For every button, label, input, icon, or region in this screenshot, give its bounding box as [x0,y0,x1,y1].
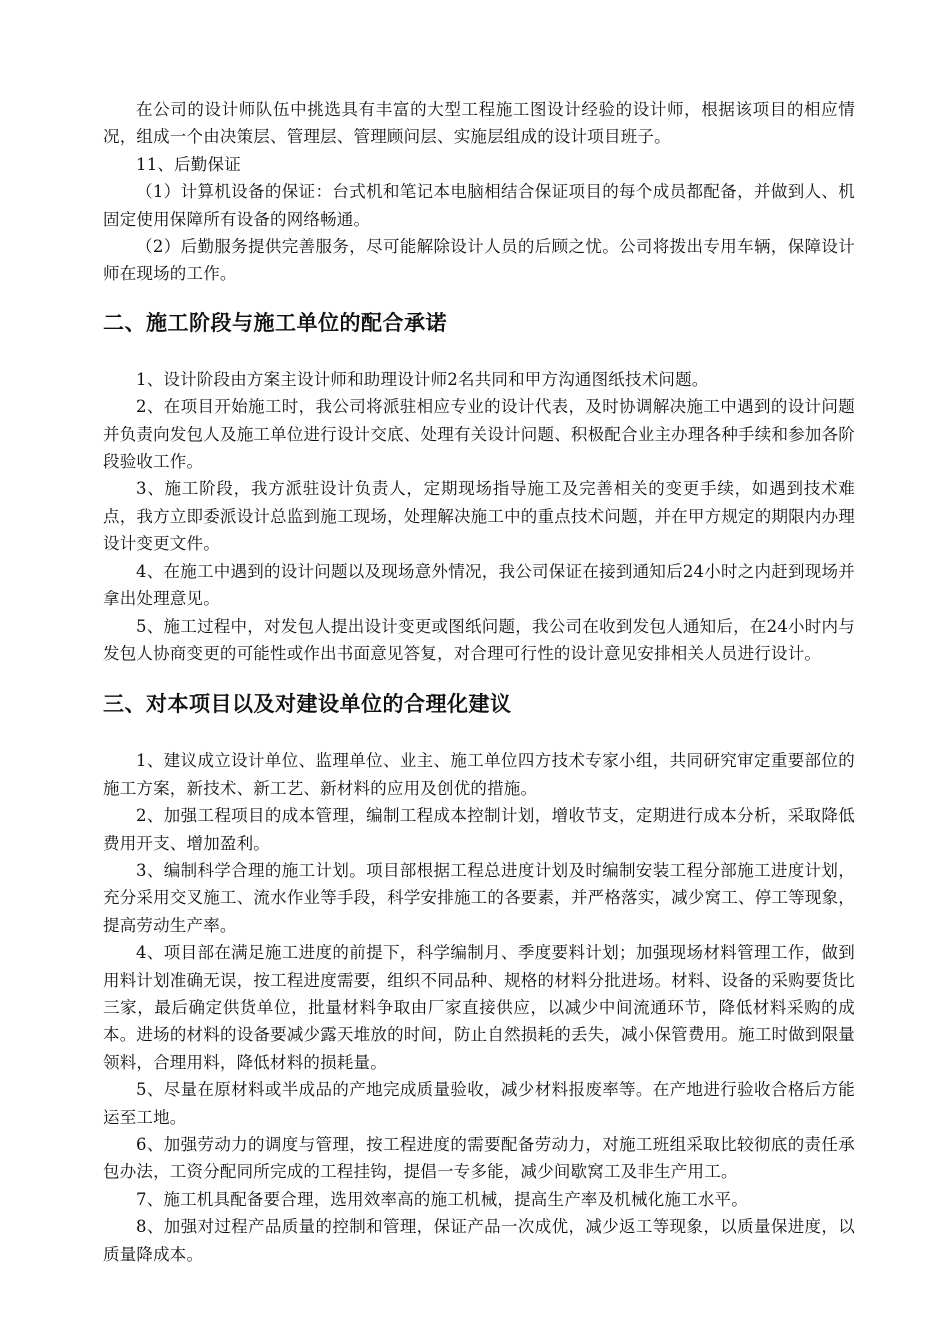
paragraph: 3、施工阶段，我方派驻设计负责人，定期现场指导施工及完善相关的变更手续，如遇到技术难点，我方立即委派设计总监到施工现场，处理解决施工中的重点技术问题，并在甲方规定的期限内办理设计变更文件。 [103,479,855,554]
paragraph: 8、加强对过程产品质量的控制和管理，保证产品一次成优，减少返工等现象，以质量保进度，以质量降成本。 [103,1217,855,1264]
paragraph: 7、施工机具配备要合理，选用效率高的施工机械，提高生产率及机械化施工水平。 [136,1189,748,1209]
section-heading: 二、施工阶段与施工单位的配合承诺 [103,310,447,335]
paragraph: （1）计算机设备的保证：台式机和笔记本电脑相结合保证项目的每个成员都配备，并做到人、机固定使用保障所有设备的网络畅通。 [103,182,855,229]
paragraph: 4、项目部在满足施工进度的前提下，科学编制月、季度要料计划；加强现场材料管理工作，做到用料计划准确无误，按工程进度需要，组织不同品种、规格的材料分批进场。材料、设备的采购要货比三家，最后确定供货单位，批量材料争取由厂家直接供应，以减少中间流通环节，降低材料采购的成本。进场的材料的设备要减少露天堆放的时间，防止自然损耗的丢失，减小保管费用。施工时做到限量领料，合理用料，降低材料的损耗量。 [103,943,855,1072]
paragraph: 4、在施工中遇到的设计问题以及现场意外情况，我公司保证在接到通知后24小时之内赶到现场并拿出处理意见。 [103,561,855,609]
paragraph: 5、施工过程中，对发包人提出设计变更或图纸问题，我公司在收到发包人通知后，在24小时内与发包人协商变更的可能性或作出书面意见答复，对合理可行性的设计意见安排相关人员进行设计。 [103,616,855,663]
paragraph: 3、编制科学合理的施工计划。项目部根据工程总进度计划及时编制安装工程分部施工进度计划，充分采用交叉施工、流水作业等手段，科学安排施工的各要素，并严格落实，减少窝工、停工等现象，提高劳动生产率。 [103,860,855,935]
paragraph: 11、后勤保证 [136,154,241,174]
section-3-body [103,747,855,1268]
intro-section [103,96,855,288]
paragraph: 在公司的设计师队伍中挑选具有丰富的大型工程施工图设计经验的设计师，根据该项目的相应情况，组成一个由决策层、管理层、管理顾问层、实施层组成的设计项目班子。 [103,100,855,147]
paragraph: （2）后勤服务提供完善服务，尽可能解除设计人员的后顾之忧。公司将拨出专用车辆，保障设计师在现场的工作。 [103,237,855,284]
paragraph: 1、建议成立设计单位、监理单位、业主、施工单位四方技术专家小组，共同研究审定重要部位的施工方案，新技术、新工艺、新材料的应用及创优的措施。 [103,751,855,798]
paragraph: 2、加强工程项目的成本管理，编制工程成本控制计划，增收节支，定期进行成本分析，采取降低费用开支、增加盈利。 [103,806,855,853]
paragraph: 6、加强劳动力的调度与管理，按工程进度的需要配备劳动力，对施工班组采取比较彻底的责任承包办法，工资分配同所完成的工程挂钩，提倡一专多能，减少间歇窝工及非生产用工。 [103,1135,855,1182]
paragraph: 2、在项目开始施工时，我公司将派驻相应专业的设计代表，及时协调解决施工中遇到的设计问题并负责向发包人及施工单位进行设计交底、处理有关设计问题、积极配合业主办理各种手续和参加各阶段验收工作。 [103,397,855,472]
section-heading: 三、对本项目以及对建设单位的合理化建议 [103,692,512,717]
paragraph: 1、设计阶段由方案主设计师和助理设计师2名共同和甲方沟通图纸技术问题。 [136,369,709,389]
paragraph: 5、尽量在原材料或半成品的产地完成质量验收，减少材料报废率等。在产地进行验收合格后方能运至工地。 [103,1080,855,1127]
section-2-body [103,366,855,667]
document-body [103,96,855,1268]
